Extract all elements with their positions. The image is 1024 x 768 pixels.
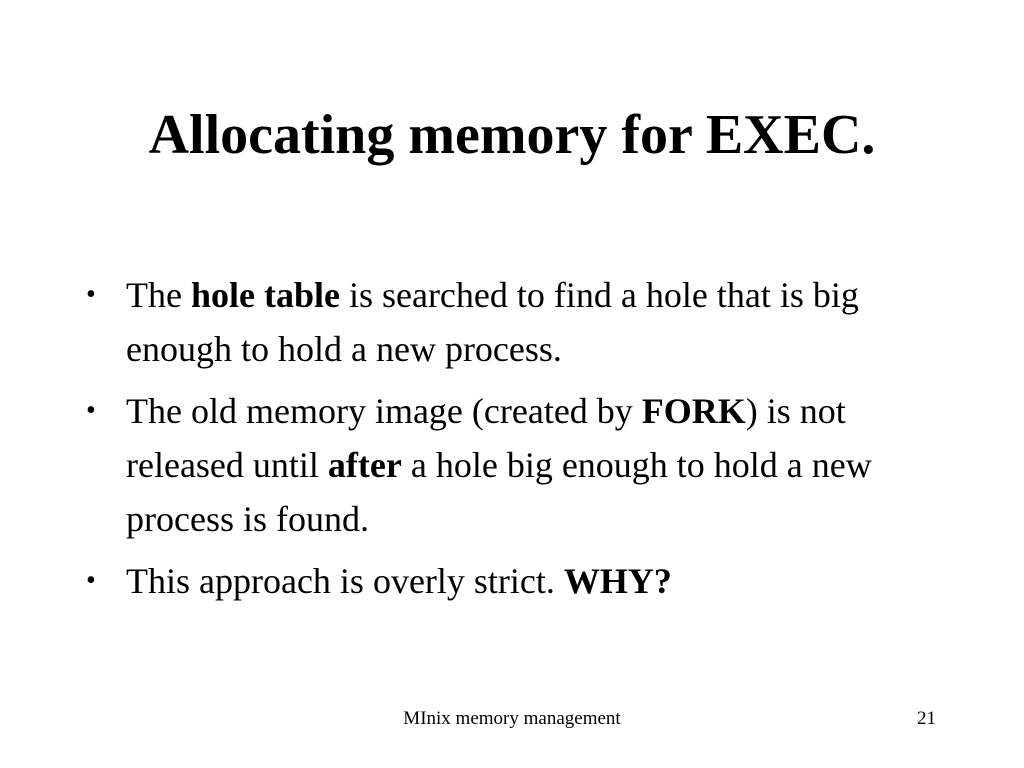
bullet-text: ) is not released until xyxy=(126,391,846,485)
bullet-icon: • xyxy=(86,565,96,596)
bullet-item xyxy=(86,384,946,546)
page-number: 21 xyxy=(917,708,936,729)
bullet-item xyxy=(86,268,946,376)
footer-text: MInix memory management xyxy=(403,708,621,729)
bullet-bold-text: WHY? xyxy=(563,561,672,601)
bullet-text: a hole big enough to hold a new process is found. xyxy=(126,445,872,539)
bullet-text: This approach is overly strict. xyxy=(126,561,564,601)
bullet-bold-text: FORK xyxy=(641,391,746,431)
bullet-list xyxy=(86,268,946,616)
bullet-bold-text: after xyxy=(327,445,402,485)
bullet-text: The xyxy=(126,275,191,315)
bullet-icon: • xyxy=(86,279,96,310)
slide-title: Allocating memory for EXEC. xyxy=(148,104,876,166)
bullet-bold-text: hole table xyxy=(190,275,340,315)
bullet-text: The old memory image (created by xyxy=(126,391,642,431)
bullet-icon: • xyxy=(86,395,96,426)
bullet-text: is searched to find a hole that is big enough to hold a new process. xyxy=(126,275,859,369)
bullet-item xyxy=(86,554,946,608)
